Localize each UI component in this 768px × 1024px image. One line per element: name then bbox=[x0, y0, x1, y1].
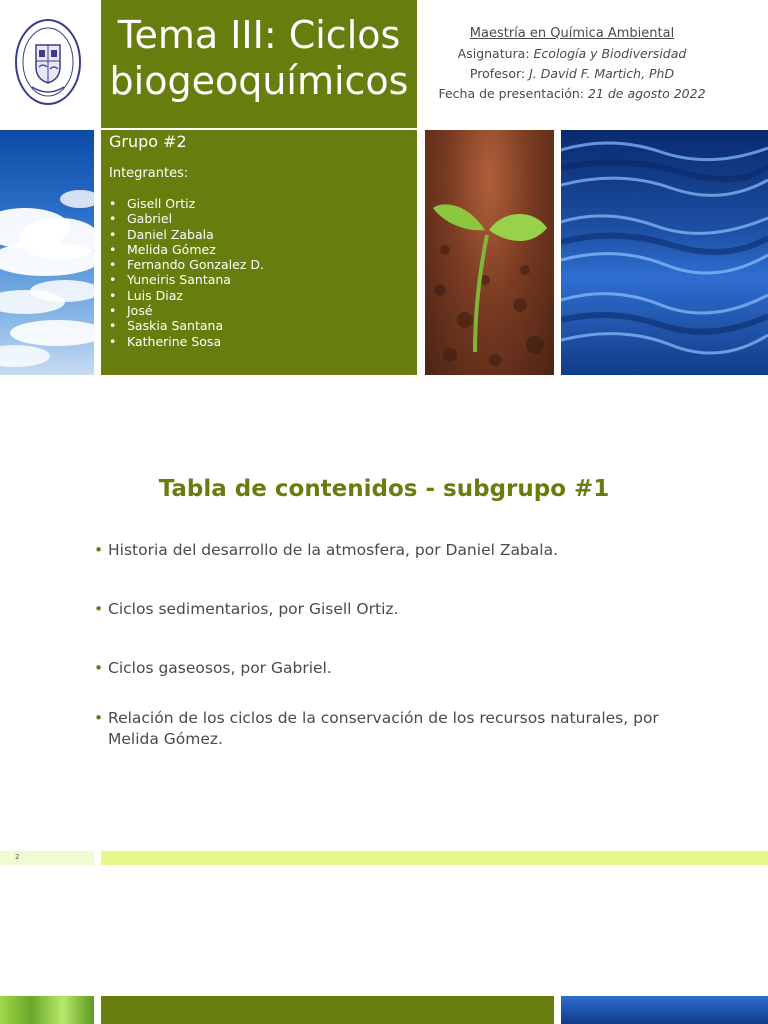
member-name: Luis Diaz bbox=[127, 287, 183, 303]
list-item bbox=[109, 257, 264, 272]
bullet: • bbox=[109, 303, 117, 319]
member-name: Saskia Santana bbox=[127, 318, 224, 334]
grass-photo bbox=[0, 996, 94, 1024]
list-item bbox=[109, 227, 264, 242]
member-name: Katherine Sosa bbox=[127, 333, 222, 349]
sky-clouds-photo bbox=[0, 130, 94, 375]
toc-item-text: Ciclos gaseosos, por Gabriel. bbox=[108, 659, 332, 677]
bullet: • bbox=[94, 600, 104, 618]
date-label: Fecha de presentación: bbox=[438, 86, 584, 101]
footer-bar-right bbox=[101, 851, 768, 865]
member-name: Melida Gómez bbox=[127, 241, 216, 257]
list-item bbox=[109, 303, 264, 318]
bullet: • bbox=[109, 241, 117, 257]
slide3-water-photo bbox=[561, 996, 768, 1024]
bullet: • bbox=[94, 541, 104, 559]
subject-label: Asignatura: bbox=[457, 46, 530, 61]
professor-line bbox=[422, 64, 722, 84]
list-item bbox=[109, 196, 264, 211]
toc-item-text: Historia del desarrollo de la atmosfera, por Daniel Zabala. bbox=[108, 541, 559, 559]
list-item bbox=[94, 658, 708, 679]
slide3-title-panel bbox=[101, 996, 554, 1024]
members-label: Integrantes: bbox=[109, 166, 189, 181]
list-item bbox=[109, 272, 264, 287]
date-line bbox=[422, 84, 722, 104]
member-name: Yuneiris Santana bbox=[127, 272, 231, 288]
bullet: • bbox=[94, 709, 104, 727]
list-item bbox=[94, 708, 688, 750]
page-number: 2 bbox=[15, 853, 20, 861]
member-name: José bbox=[127, 303, 153, 319]
bullet: • bbox=[109, 196, 117, 211]
list-item bbox=[109, 334, 264, 349]
subject-line bbox=[422, 44, 722, 64]
list-item bbox=[94, 599, 708, 620]
toc-title: Tabla de contenidos - subgrupo #1 bbox=[158, 476, 610, 502]
group-title: Grupo #2 bbox=[109, 132, 187, 151]
bullet: • bbox=[109, 287, 117, 303]
program-name: Maestría en Química Ambiental bbox=[469, 26, 675, 41]
subject-value: Ecología y Biodiversidad bbox=[533, 46, 687, 61]
professor-label: Profesor: bbox=[469, 66, 526, 81]
member-name: Gabriel bbox=[127, 211, 173, 227]
university-seal bbox=[0, 0, 96, 128]
members-list bbox=[109, 196, 264, 349]
water-ripples-icon bbox=[561, 130, 768, 375]
water-ripples-photo bbox=[561, 130, 768, 375]
university-seal-icon bbox=[14, 17, 82, 107]
bullet: • bbox=[109, 257, 117, 273]
professor-value: J. David F. Martich, PhD bbox=[529, 66, 675, 81]
list-item bbox=[109, 211, 264, 226]
member-name: Daniel Zabala bbox=[127, 226, 214, 242]
member-name: Fernando Gonzalez D. bbox=[127, 257, 264, 273]
date-value: 21 de agosto 2022 bbox=[587, 86, 706, 101]
seedling-icon bbox=[425, 130, 554, 375]
bullet: • bbox=[94, 659, 104, 677]
presentation-title bbox=[101, 12, 417, 104]
list-item bbox=[109, 318, 264, 333]
title-line-2: biogeoquímicos bbox=[109, 59, 409, 103]
title-line-1: Tema III: Ciclos bbox=[117, 13, 401, 57]
bullet: • bbox=[109, 226, 117, 242]
toc-item-text: Relación de los ciclos de la conservación de los recursos naturales, por Melida Gómez. bbox=[108, 709, 659, 748]
bullet: • bbox=[109, 333, 117, 349]
bullet: • bbox=[109, 211, 117, 227]
toc-item-text: Ciclos sedimentarios, por Gisell Ortiz. bbox=[108, 600, 399, 618]
seedling-photo bbox=[425, 130, 554, 375]
bullet: • bbox=[109, 272, 117, 288]
member-name: Gisell Ortiz bbox=[127, 196, 196, 211]
list-item bbox=[109, 242, 264, 257]
list-item bbox=[94, 540, 708, 561]
course-info bbox=[422, 24, 722, 104]
bullet: • bbox=[109, 318, 117, 334]
list-item bbox=[109, 288, 264, 303]
